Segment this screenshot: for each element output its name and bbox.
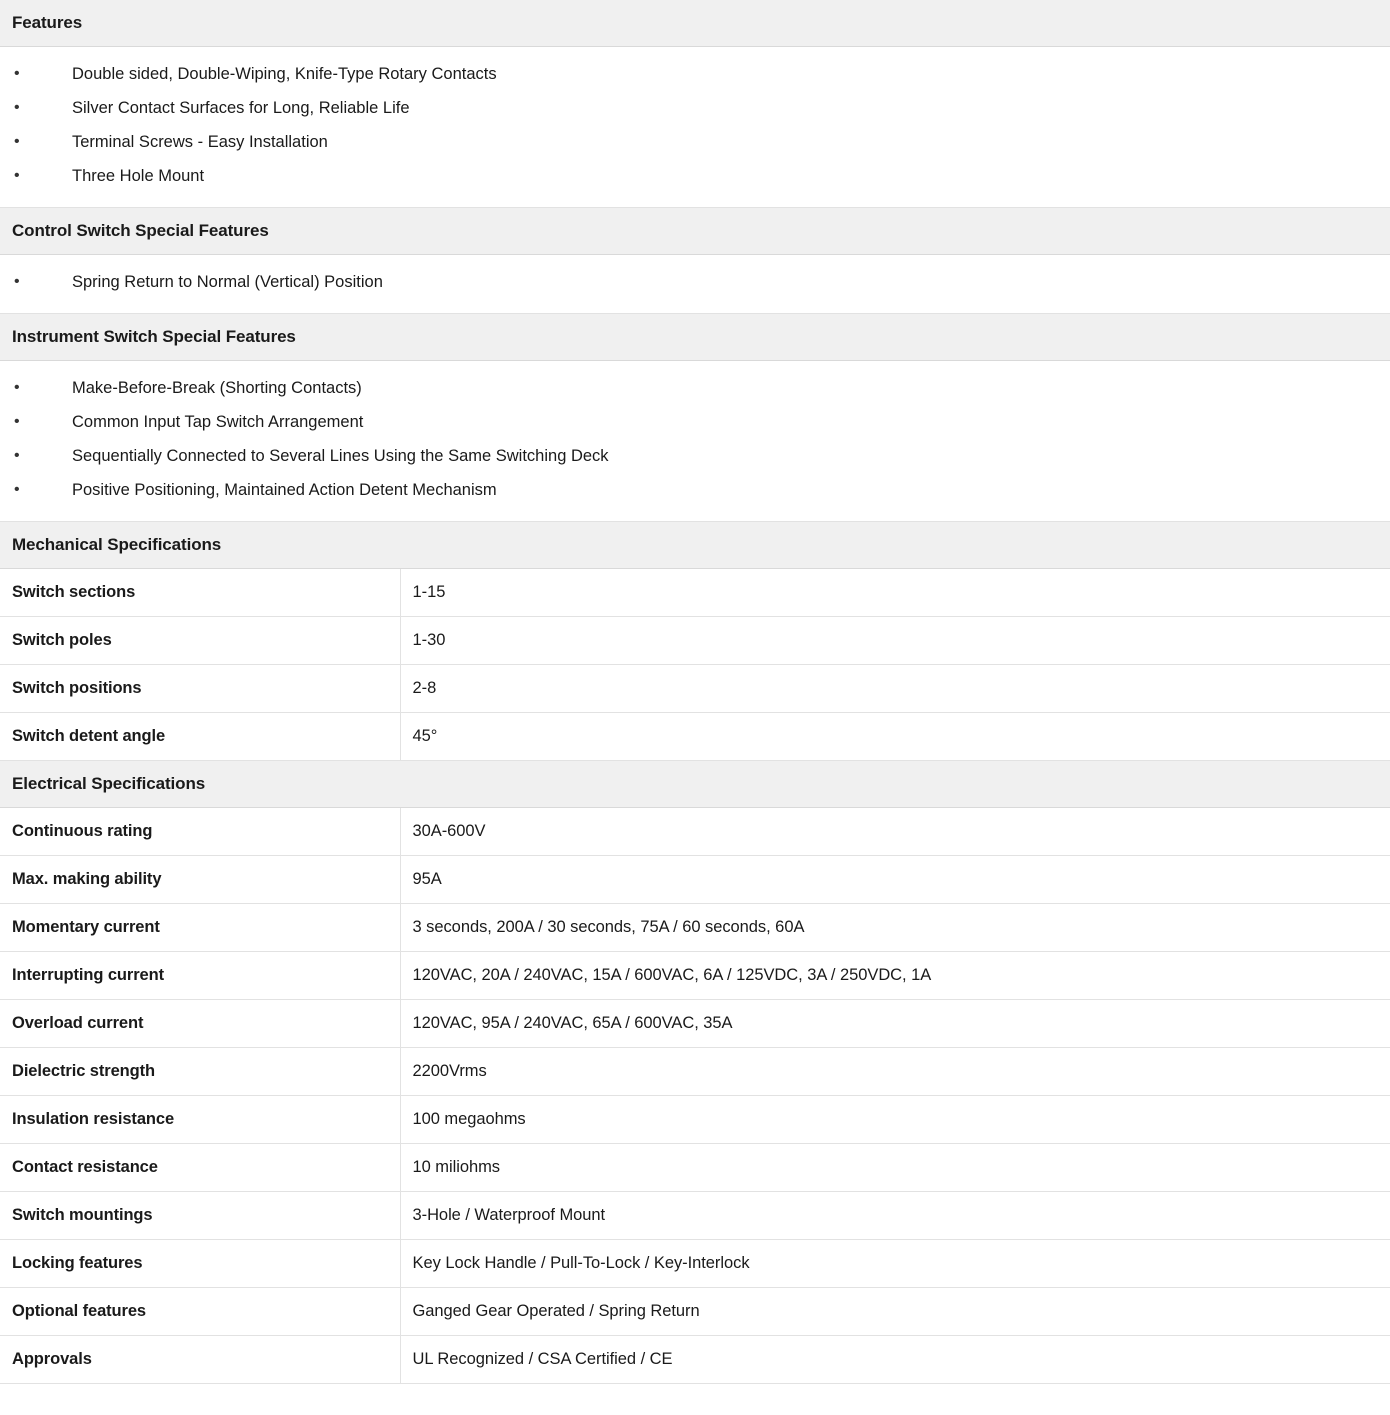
table-row	[0, 856, 1390, 904]
feature-list	[12, 57, 1378, 193]
table-row	[0, 713, 1390, 761]
row-label: Switch poles	[0, 617, 400, 665]
row-value: Ganged Gear Operated / Spring Return	[400, 1288, 1390, 1336]
list-item-label: Double sided, Double-Wiping, Knife-Type Rotary Contacts	[72, 65, 497, 83]
bullet-icon: •	[14, 481, 20, 498]
table-row	[0, 904, 1390, 952]
bullet-icon: •	[14, 413, 20, 430]
row-value: Key Lock Handle / Pull-To-Lock / Key-Interlock	[400, 1240, 1390, 1288]
row-value: 1-15	[400, 569, 1390, 617]
row-value: 2-8	[400, 665, 1390, 713]
row-label: Max. making ability	[0, 856, 400, 904]
row-value: UL Recognized / CSA Certified / CE	[400, 1336, 1390, 1384]
section-body-features	[0, 47, 1390, 208]
bullet-icon: •	[14, 447, 20, 464]
list-item-label: Sequentially Connected to Several Lines Using the Same Switching Deck	[72, 447, 609, 465]
list-item	[12, 473, 1378, 507]
list-item-label: Make-Before-Break (Shorting Contacts)	[72, 379, 362, 397]
table-row	[0, 569, 1390, 617]
section-title: Instrument Switch Special Features	[0, 314, 1390, 361]
section-header-mechanical-specifications	[0, 522, 1390, 569]
feature-list	[12, 265, 1378, 299]
section-title: Control Switch Special Features	[0, 208, 1390, 255]
bullet-icon: •	[14, 133, 20, 150]
row-value: 45°	[400, 713, 1390, 761]
section-title: Features	[0, 0, 1390, 47]
section-body-instrument-switch-special-features	[0, 361, 1390, 522]
row-value: 3-Hole / Waterproof Mount	[400, 1192, 1390, 1240]
row-value: 2200Vrms	[400, 1048, 1390, 1096]
row-label: Optional features	[0, 1288, 400, 1336]
table-row	[0, 1192, 1390, 1240]
row-label: Contact resistance	[0, 1144, 400, 1192]
section-body-control-switch-special-features	[0, 255, 1390, 314]
list-item	[12, 265, 1378, 299]
table-row	[0, 1144, 1390, 1192]
section-header-instrument-switch-special-features	[0, 314, 1390, 361]
section-title: Mechanical Specifications	[0, 522, 1390, 569]
row-label: Interrupting current	[0, 952, 400, 1000]
row-value: 3 seconds, 200A / 30 seconds, 75A / 60 seconds, 60A	[400, 904, 1390, 952]
list-item-label: Common Input Tap Switch Arrangement	[72, 413, 364, 431]
bullet-icon: •	[14, 65, 20, 82]
table-row	[0, 808, 1390, 856]
section-header-features	[0, 0, 1390, 47]
row-label: Dielectric strength	[0, 1048, 400, 1096]
list-item	[12, 159, 1378, 193]
row-label: Switch mountings	[0, 1192, 400, 1240]
table-row	[0, 1240, 1390, 1288]
table-row	[0, 1288, 1390, 1336]
feature-list	[12, 371, 1378, 507]
table-row	[0, 1048, 1390, 1096]
row-label: Locking features	[0, 1240, 400, 1288]
list-item	[12, 91, 1378, 125]
table-row	[0, 1336, 1390, 1384]
table-row	[0, 952, 1390, 1000]
list-item	[12, 439, 1378, 473]
row-label: Switch positions	[0, 665, 400, 713]
list-item	[12, 405, 1378, 439]
list-item-label: Silver Contact Surfaces for Long, Reliable Life	[72, 99, 410, 117]
row-value: 10 miliohms	[400, 1144, 1390, 1192]
list-item-label: Positive Positioning, Maintained Action Detent Mechanism	[72, 481, 497, 499]
section-title: Electrical Specifications	[0, 761, 1390, 808]
bullet-icon: •	[14, 273, 20, 290]
bullet-icon: •	[14, 379, 20, 396]
row-label: Overload current	[0, 1000, 400, 1048]
row-label: Switch sections	[0, 569, 400, 617]
table-row	[0, 1096, 1390, 1144]
row-value: 95A	[400, 856, 1390, 904]
list-item	[12, 125, 1378, 159]
bullet-icon: •	[14, 167, 20, 184]
table-row	[0, 617, 1390, 665]
table-row	[0, 665, 1390, 713]
list-item-label: Spring Return to Normal (Vertical) Position	[72, 273, 383, 291]
row-label: Continuous rating	[0, 808, 400, 856]
row-label: Momentary current	[0, 904, 400, 952]
row-label: Insulation resistance	[0, 1096, 400, 1144]
bullet-icon: •	[14, 99, 20, 116]
row-value: 100 megaohms	[400, 1096, 1390, 1144]
section-header-control-switch-special-features	[0, 208, 1390, 255]
row-label: Switch detent angle	[0, 713, 400, 761]
table-row	[0, 1000, 1390, 1048]
row-value: 120VAC, 95A / 240VAC, 65A / 600VAC, 35A	[400, 1000, 1390, 1048]
row-value: 1-30	[400, 617, 1390, 665]
list-item	[12, 57, 1378, 91]
row-value: 120VAC, 20A / 240VAC, 15A / 600VAC, 6A / 125VDC, 3A / 250VDC, 1A	[400, 952, 1390, 1000]
list-item-label: Three Hole Mount	[72, 167, 205, 185]
row-label: Approvals	[0, 1336, 400, 1384]
list-item-label: Terminal Screws - Easy Installation	[72, 133, 328, 151]
row-value: 30A-600V	[400, 808, 1390, 856]
list-item	[12, 371, 1378, 405]
section-header-electrical-specifications	[0, 761, 1390, 808]
